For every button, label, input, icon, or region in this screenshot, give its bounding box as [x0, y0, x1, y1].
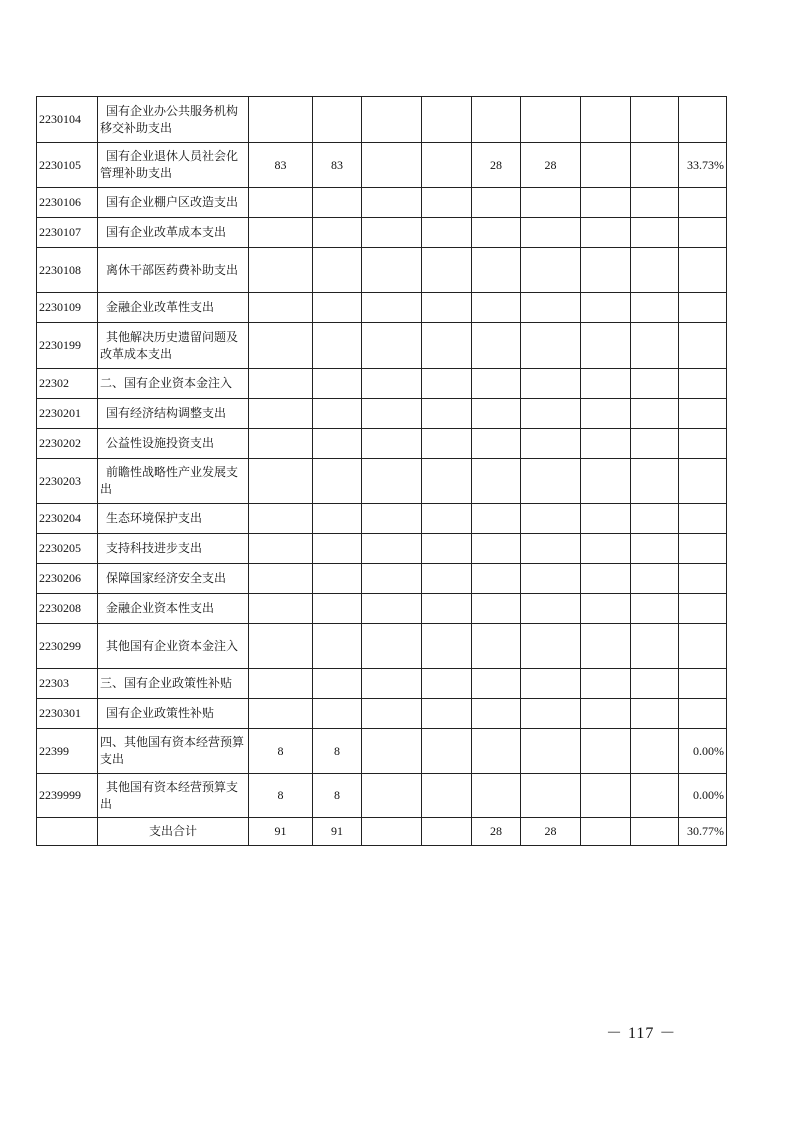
subject-name-text: 其他国有企业资本金注入 — [106, 638, 239, 653]
value-cell — [521, 594, 581, 624]
value-cell — [422, 293, 472, 323]
value-cell — [631, 248, 679, 293]
subject-name — [98, 218, 249, 248]
value-cell — [422, 699, 472, 729]
value-cell — [521, 188, 581, 218]
value-cell — [472, 188, 521, 218]
table-row — [37, 774, 727, 818]
value-cell — [581, 218, 631, 248]
value-cell — [362, 323, 422, 369]
value-cell — [249, 97, 313, 143]
table-row — [37, 504, 727, 534]
value-cell — [362, 97, 422, 143]
percent-cell: 0.00% — [679, 729, 727, 774]
subject-name — [98, 459, 249, 504]
value-cell — [422, 248, 472, 293]
subject-name-text: 支持科技进步支出 — [106, 541, 203, 555]
table-row — [37, 248, 727, 293]
value-cell — [362, 399, 422, 429]
value-cell — [631, 534, 679, 564]
value-cell — [581, 369, 631, 399]
value-cell — [422, 323, 472, 369]
value-cell: 28 — [472, 143, 521, 188]
value-cell — [422, 504, 472, 534]
value-cell — [422, 534, 472, 564]
subject-name-text: 三、国有企业政策性补贴 — [100, 676, 233, 690]
value-cell — [472, 459, 521, 504]
table-row — [37, 534, 727, 564]
percent-cell — [679, 218, 727, 248]
percent-cell — [679, 669, 727, 699]
subject-code: 2230204 — [37, 504, 98, 534]
value-cell — [422, 429, 472, 459]
value-cell — [581, 323, 631, 369]
subject-name — [98, 429, 249, 459]
value-cell — [581, 429, 631, 459]
value-cell — [472, 429, 521, 459]
value-cell — [631, 97, 679, 143]
value-cell — [422, 729, 472, 774]
subject-name — [98, 594, 249, 624]
table-row — [37, 429, 727, 459]
value-cell — [521, 97, 581, 143]
percent-cell — [679, 293, 727, 323]
total-value: 28 — [521, 818, 581, 846]
value-cell — [521, 699, 581, 729]
subject-name-text: 国有经济结构调整支出 — [106, 406, 227, 420]
value-cell — [313, 594, 362, 624]
subject-code: 2230108 — [37, 248, 98, 293]
value-cell — [362, 699, 422, 729]
value-cell: 8 — [249, 729, 313, 774]
value-cell — [313, 399, 362, 429]
percent-cell — [679, 624, 727, 669]
total-percent: 30.77% — [679, 818, 727, 846]
value-cell — [631, 399, 679, 429]
subject-name — [98, 293, 249, 323]
value-cell — [362, 248, 422, 293]
value-cell — [631, 564, 679, 594]
value-cell — [472, 399, 521, 429]
page-number: － 117 － — [606, 1025, 677, 1042]
total-label: 支出合计 — [98, 818, 249, 846]
value-cell — [362, 594, 422, 624]
table-row — [37, 399, 727, 429]
value-cell — [362, 564, 422, 594]
total-value — [581, 818, 631, 846]
value-cell — [581, 97, 631, 143]
subject-name — [98, 188, 249, 218]
table-row — [37, 218, 727, 248]
percent-cell — [679, 459, 727, 504]
value-cell — [581, 399, 631, 429]
value-cell — [313, 564, 362, 594]
subject-code: 22302 — [37, 369, 98, 399]
subject-code: 2230208 — [37, 594, 98, 624]
value-cell — [362, 729, 422, 774]
value-cell — [249, 534, 313, 564]
value-cell — [631, 188, 679, 218]
value-cell — [362, 534, 422, 564]
subject-code: 2230206 — [37, 564, 98, 594]
subject-name-text: 金融企业改革性支出 — [106, 300, 215, 314]
value-cell — [472, 293, 521, 323]
percent-cell — [679, 534, 727, 564]
value-cell — [631, 369, 679, 399]
value-cell: 8 — [313, 729, 362, 774]
value-cell — [313, 669, 362, 699]
value-cell — [472, 594, 521, 624]
value-cell — [362, 369, 422, 399]
value-cell: 8 — [249, 774, 313, 818]
subject-name-text: 金融企业资本性支出 — [106, 601, 215, 615]
subject-code: 2230107 — [37, 218, 98, 248]
value-cell — [631, 143, 679, 188]
subject-name-text: 国有企业改革成本支出 — [106, 225, 227, 239]
value-cell — [581, 624, 631, 669]
value-cell — [521, 323, 581, 369]
subject-code: 2230205 — [37, 534, 98, 564]
value-cell — [422, 188, 472, 218]
subject-name — [98, 729, 249, 774]
subject-name — [98, 774, 249, 818]
value-cell — [313, 504, 362, 534]
subject-code: 2230301 — [37, 699, 98, 729]
value-cell — [313, 323, 362, 369]
value-cell — [249, 459, 313, 504]
value-cell — [521, 459, 581, 504]
subject-code: 2230299 — [37, 624, 98, 669]
budget-table — [36, 96, 727, 846]
value-cell — [581, 143, 631, 188]
value-cell — [249, 323, 313, 369]
value-cell — [362, 188, 422, 218]
value-cell — [581, 293, 631, 323]
table-row — [37, 323, 727, 369]
subject-name-text: 国有企业棚户区改造支出 — [106, 195, 239, 209]
value-cell — [521, 293, 581, 323]
subject-name — [98, 564, 249, 594]
value-cell — [521, 399, 581, 429]
total-row — [37, 818, 727, 846]
value-cell: 83 — [313, 143, 362, 188]
total-value — [631, 818, 679, 846]
value-cell — [581, 564, 631, 594]
value-cell — [581, 188, 631, 218]
value-cell — [581, 504, 631, 534]
value-cell — [631, 323, 679, 369]
value-cell — [521, 504, 581, 534]
table-row — [37, 459, 727, 504]
value-cell — [472, 699, 521, 729]
value-cell: 28 — [521, 143, 581, 188]
value-cell — [631, 729, 679, 774]
value-cell — [472, 669, 521, 699]
value-cell — [313, 188, 362, 218]
value-cell — [631, 594, 679, 624]
value-cell — [249, 594, 313, 624]
value-cell — [249, 624, 313, 669]
value-cell — [249, 669, 313, 699]
value-cell — [521, 774, 581, 818]
percent-cell — [679, 504, 727, 534]
table-row — [37, 564, 727, 594]
total-value — [422, 818, 472, 846]
value-cell — [422, 774, 472, 818]
value-cell — [521, 564, 581, 594]
table-row — [37, 97, 727, 143]
value-cell — [362, 774, 422, 818]
value-cell — [249, 369, 313, 399]
percent-cell — [679, 429, 727, 459]
value-cell — [581, 534, 631, 564]
value-cell — [581, 729, 631, 774]
subject-code: 2230104 — [37, 97, 98, 143]
percent-cell — [679, 564, 727, 594]
value-cell — [422, 459, 472, 504]
value-cell — [249, 504, 313, 534]
table-row — [37, 594, 727, 624]
table-body — [37, 97, 727, 846]
subject-name-text: 公益性设施投资支出 — [106, 436, 215, 450]
subject-name-text: 保障国家经济安全支出 — [106, 571, 227, 585]
value-cell — [362, 218, 422, 248]
value-cell — [422, 369, 472, 399]
subject-code: 2239999 — [37, 774, 98, 818]
value-cell — [631, 504, 679, 534]
percent-cell — [679, 699, 727, 729]
value-cell — [472, 534, 521, 564]
total-code-cell — [37, 818, 98, 846]
value-cell — [472, 564, 521, 594]
table-row — [37, 293, 727, 323]
total-value: 91 — [313, 818, 362, 846]
value-cell — [313, 248, 362, 293]
table-row — [37, 369, 727, 399]
value-cell — [249, 188, 313, 218]
value-cell — [249, 399, 313, 429]
subject-code: 22303 — [37, 669, 98, 699]
table-row — [37, 669, 727, 699]
value-cell — [472, 218, 521, 248]
subject-code: 2230106 — [37, 188, 98, 218]
value-cell — [249, 429, 313, 459]
value-cell — [313, 369, 362, 399]
table-row — [37, 729, 727, 774]
subject-code: 22399 — [37, 729, 98, 774]
value-cell — [362, 429, 422, 459]
value-cell — [631, 459, 679, 504]
value-cell — [581, 669, 631, 699]
value-cell — [581, 594, 631, 624]
value-cell — [521, 429, 581, 459]
value-cell — [472, 504, 521, 534]
percent-cell: 0.00% — [679, 774, 727, 818]
value-cell — [422, 399, 472, 429]
subject-name — [98, 669, 249, 699]
value-cell — [422, 669, 472, 699]
subject-name — [98, 399, 249, 429]
value-cell — [581, 248, 631, 293]
value-cell — [581, 699, 631, 729]
value-cell — [313, 429, 362, 459]
subject-name — [98, 624, 249, 669]
value-cell — [472, 624, 521, 669]
percent-cell — [679, 594, 727, 624]
value-cell — [313, 534, 362, 564]
value-cell — [581, 774, 631, 818]
value-cell — [362, 669, 422, 699]
value-cell — [313, 293, 362, 323]
percent-cell — [679, 323, 727, 369]
table-row — [37, 699, 727, 729]
percent-cell — [679, 97, 727, 143]
value-cell — [521, 534, 581, 564]
subject-name-text: 国有企业退休人员社会化管理补助支出 — [100, 149, 239, 180]
total-value: 91 — [249, 818, 313, 846]
value-cell — [313, 459, 362, 504]
subject-name-text: 离休干部医药费补助支出 — [106, 262, 239, 277]
total-value — [362, 818, 422, 846]
percent-cell — [679, 188, 727, 218]
value-cell — [249, 699, 313, 729]
value-cell — [313, 699, 362, 729]
value-cell — [472, 323, 521, 369]
percent-cell — [679, 369, 727, 399]
value-cell — [521, 624, 581, 669]
subject-name — [98, 143, 249, 188]
value-cell: 83 — [249, 143, 313, 188]
value-cell: 8 — [313, 774, 362, 818]
value-cell — [521, 248, 581, 293]
subject-code: 2230201 — [37, 399, 98, 429]
value-cell — [313, 624, 362, 669]
value-cell — [422, 143, 472, 188]
subject-name-text: 前瞻性战略性产业发展支出 — [100, 465, 239, 496]
value-cell — [422, 97, 472, 143]
subject-name — [98, 323, 249, 369]
value-cell — [521, 729, 581, 774]
subject-name — [98, 534, 249, 564]
percent-cell — [679, 399, 727, 429]
value-cell — [472, 774, 521, 818]
value-cell — [313, 97, 362, 143]
value-cell — [362, 504, 422, 534]
subject-name — [98, 97, 249, 143]
value-cell — [422, 624, 472, 669]
value-cell — [249, 293, 313, 323]
value-cell — [581, 459, 631, 504]
value-cell — [631, 699, 679, 729]
subject-name-text: 生态环境保护支出 — [106, 511, 203, 525]
value-cell — [472, 369, 521, 399]
subject-name-text: 国有企业办公共服务机构移交补助支出 — [100, 103, 239, 135]
subject-code: 2230109 — [37, 293, 98, 323]
value-cell — [521, 369, 581, 399]
table-row — [37, 143, 727, 188]
value-cell — [362, 143, 422, 188]
subject-name — [98, 699, 249, 729]
value-cell — [362, 459, 422, 504]
value-cell — [362, 293, 422, 323]
subject-code: 2230199 — [37, 323, 98, 369]
value-cell — [422, 594, 472, 624]
value-cell — [631, 774, 679, 818]
value-cell — [472, 97, 521, 143]
subject-name — [98, 369, 249, 399]
value-cell — [422, 564, 472, 594]
value-cell — [313, 218, 362, 248]
subject-code: 2230202 — [37, 429, 98, 459]
subject-name-text: 国有企业政策性补贴 — [106, 706, 215, 720]
percent-cell: 33.73% — [679, 143, 727, 188]
subject-name-text: 二、国有企业资本金注入 — [100, 376, 233, 390]
value-cell — [631, 293, 679, 323]
value-cell — [631, 218, 679, 248]
value-cell — [521, 218, 581, 248]
value-cell — [521, 669, 581, 699]
value-cell — [472, 248, 521, 293]
value-cell — [249, 564, 313, 594]
value-cell — [472, 729, 521, 774]
subject-name-text: 其他解决历史遗留问题及改革成本支出 — [100, 329, 239, 361]
percent-cell — [679, 248, 727, 293]
value-cell — [422, 218, 472, 248]
table-row — [37, 188, 727, 218]
subject-code: 2230203 — [37, 459, 98, 504]
value-cell — [249, 218, 313, 248]
subject-name — [98, 248, 249, 293]
subject-name-text: 四、其他国有资本经营预算支出 — [100, 735, 245, 766]
subject-name-text: 其他国有资本经营预算支出 — [100, 779, 239, 811]
total-value: 28 — [472, 818, 521, 846]
value-cell — [362, 624, 422, 669]
subject-name — [98, 504, 249, 534]
value-cell — [249, 248, 313, 293]
value-cell — [631, 624, 679, 669]
table-row — [37, 624, 727, 669]
value-cell — [631, 429, 679, 459]
subject-code: 2230105 — [37, 143, 98, 188]
value-cell — [631, 669, 679, 699]
